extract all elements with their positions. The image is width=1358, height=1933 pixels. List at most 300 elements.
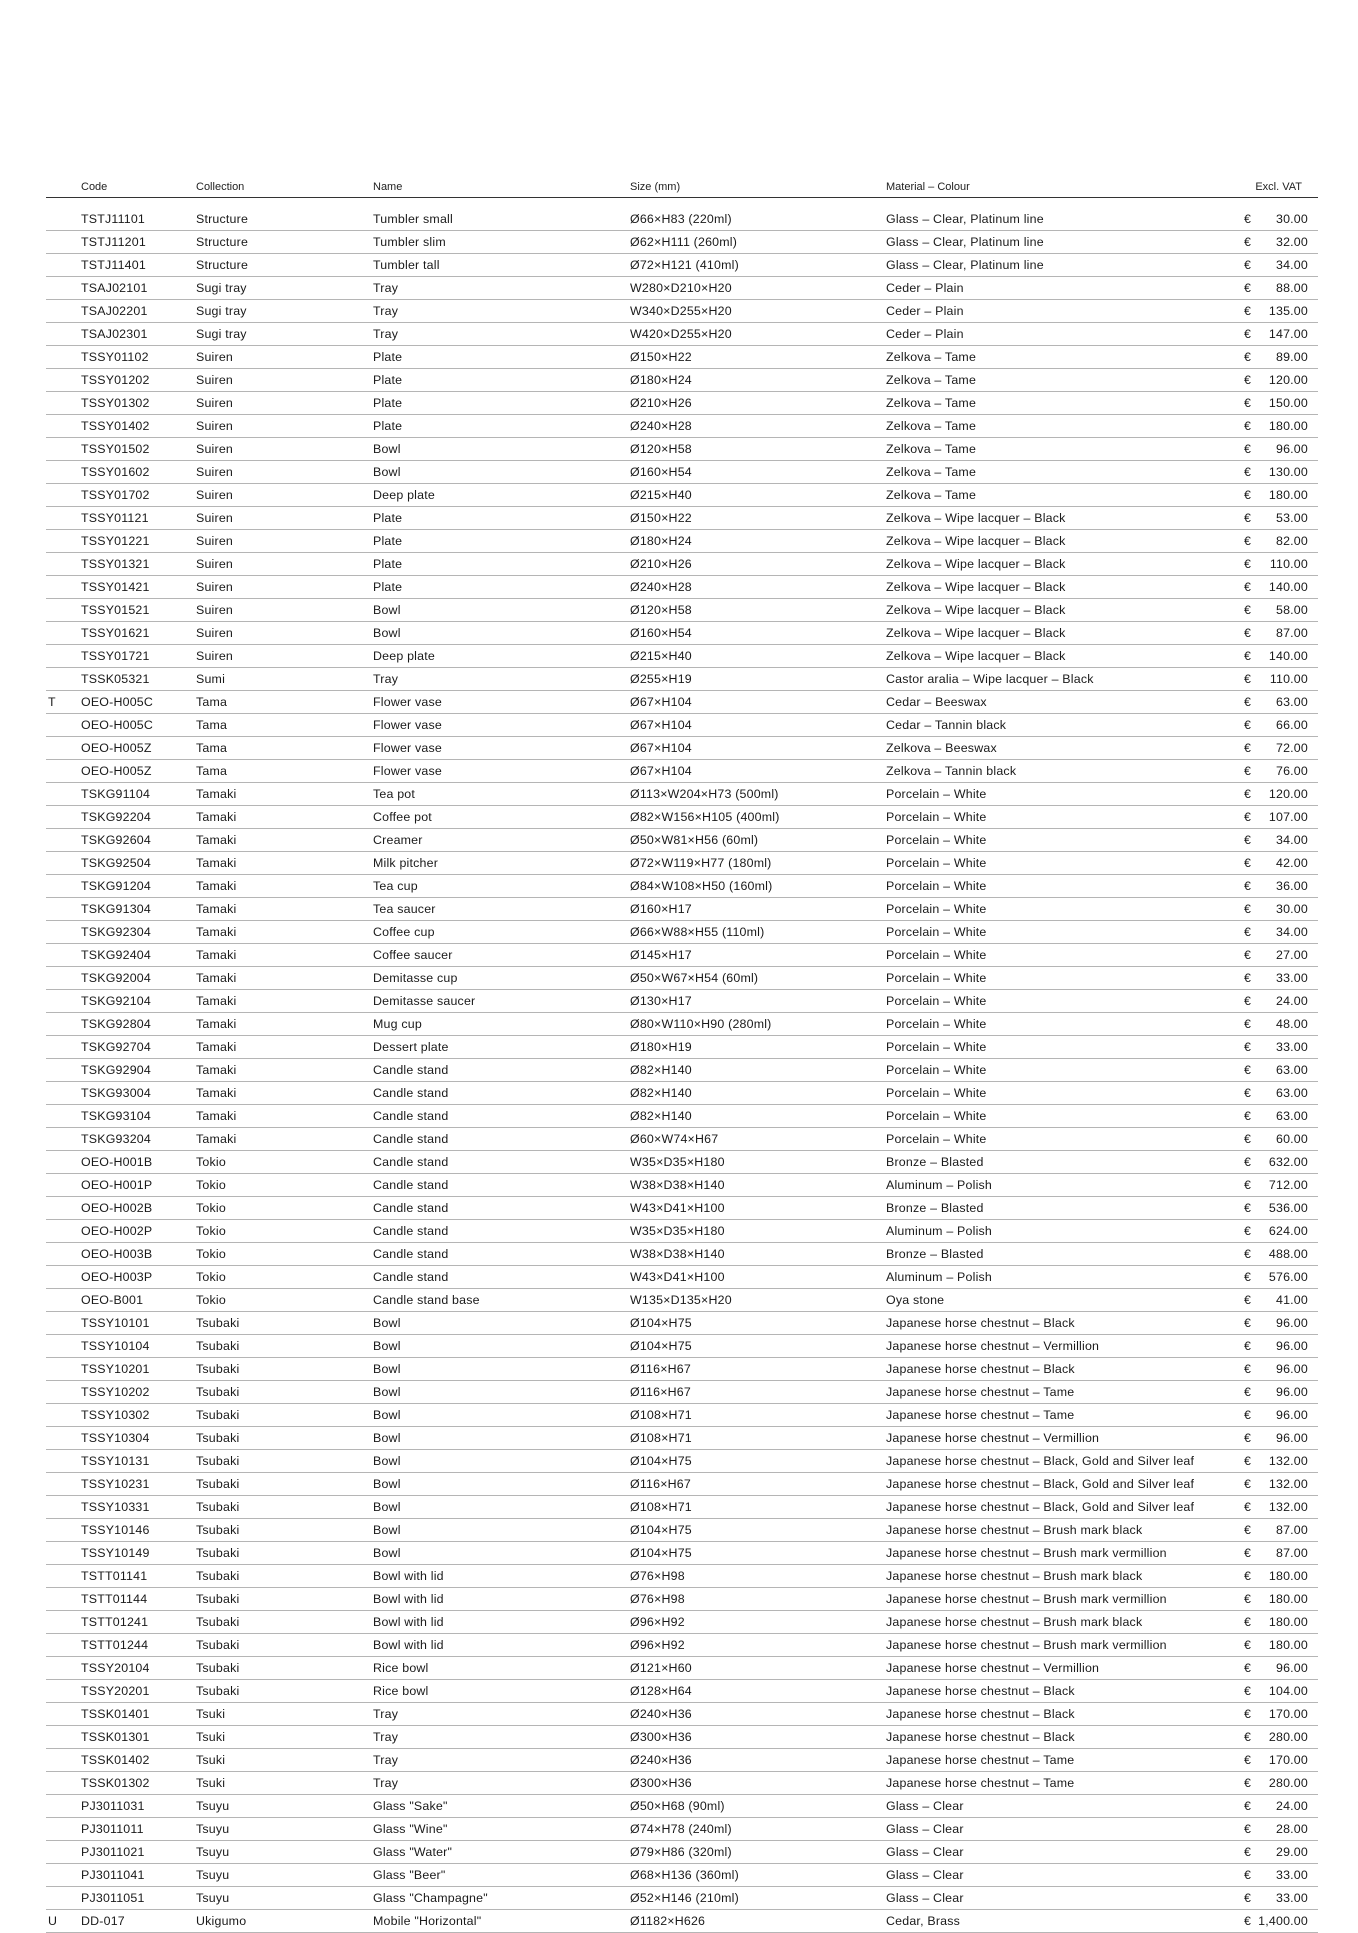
cell-material: Cedar – Beeswax [886, 695, 987, 709]
cell-price: 48.00 [1275, 1017, 1308, 1031]
cell-name: Bowl with lid [373, 1592, 444, 1606]
cell-name: Candle stand [373, 1178, 449, 1192]
cell-code: TSKG92304 [81, 925, 151, 939]
table-row [46, 1657, 1318, 1680]
cell-price: 27.00 [1275, 948, 1308, 962]
cell-collection: Tsuki [196, 1730, 226, 1744]
cell-price: 24.00 [1275, 1799, 1308, 1813]
table-row [46, 1611, 1318, 1634]
cell-price: 36.00 [1275, 879, 1308, 893]
cell-size: Ø67×H104 [630, 741, 692, 755]
cell-code: TSKG92704 [81, 1040, 151, 1054]
cell-currency: € [1244, 511, 1252, 525]
cell-code: TSTJ11101 [81, 212, 146, 226]
cell-price: 24.00 [1275, 994, 1308, 1008]
cell-currency: € [1244, 1017, 1252, 1031]
table-row [46, 852, 1318, 875]
cell-code: TSTT01244 [81, 1638, 149, 1652]
table-row [46, 369, 1318, 392]
cell-price: 28.00 [1275, 1822, 1308, 1836]
cell-code: TSSY01221 [81, 534, 150, 548]
table-row [46, 1151, 1318, 1174]
cell-currency: € [1244, 1201, 1252, 1215]
cell-material: Aluminum – Polish [886, 1178, 993, 1192]
table-row [46, 1220, 1318, 1243]
table-row [46, 1473, 1318, 1496]
cell-code: OEO-B001 [81, 1293, 144, 1307]
cell-size: Ø108×H71 [630, 1408, 692, 1422]
cell-currency: € [1244, 580, 1252, 594]
cell-collection: Tsuyu [196, 1799, 230, 1813]
cell-name: Bowl [373, 1431, 401, 1445]
cell-material: Zelkova – Tame [886, 396, 977, 410]
header-name: Name [373, 181, 403, 193]
cell-size: W420×D255×H20 [630, 327, 732, 341]
cell-code: TSKG93204 [81, 1132, 151, 1146]
cell-currency: € [1244, 672, 1252, 686]
cell-price: 58.00 [1275, 603, 1308, 617]
cell-currency: € [1244, 1500, 1252, 1514]
cell-currency: € [1244, 1362, 1252, 1376]
cell-code: TSSY01702 [81, 488, 150, 502]
table-row [46, 1082, 1318, 1105]
cell-code: TSSY01602 [81, 465, 150, 479]
cell-collection: Tokio [196, 1224, 226, 1238]
cell-currency: € [1244, 1753, 1252, 1767]
cell-price: 96.00 [1275, 1661, 1308, 1675]
cell-material: Porcelain – White [886, 994, 987, 1008]
cell-collection: Tsubaki [196, 1500, 240, 1514]
cell-code: TSKG93004 [81, 1086, 151, 1100]
cell-currency: € [1244, 1040, 1252, 1054]
cell-collection: Tokio [196, 1247, 226, 1261]
cell-code: TSKG92604 [81, 833, 151, 847]
cell-collection: Suiren [196, 534, 234, 548]
cell-collection: Suiren [196, 603, 234, 617]
cell-material: Porcelain – White [886, 879, 987, 893]
cell-material: Porcelain – White [886, 1109, 987, 1123]
table-row [46, 1243, 1318, 1266]
cell-collection: Sugi tray [196, 327, 247, 341]
cell-price: 140.00 [1268, 580, 1308, 594]
cell-code: TSAJ02101 [81, 281, 148, 295]
cell-currency: € [1244, 879, 1252, 893]
cell-material: Japanese horse chestnut – Brush mark vermillion [886, 1546, 1167, 1560]
cell-size: Ø79×H86 (320ml) [630, 1845, 732, 1859]
cell-collection: Tsubaki [196, 1546, 240, 1560]
cell-name: Flower vase [373, 718, 442, 732]
cell-material: Zelkova – Tame [886, 350, 977, 364]
cell-price: 63.00 [1275, 1086, 1308, 1100]
cell-collection: Suiren [196, 465, 234, 479]
cell-material: Porcelain – White [886, 925, 987, 939]
cell-name: Bowl [373, 1339, 401, 1353]
cell-material: Porcelain – White [886, 1040, 987, 1054]
cell-code: PJ3011021 [81, 1845, 145, 1859]
cell-material: Porcelain – White [886, 971, 987, 985]
cell-size: Ø96×H92 [630, 1615, 685, 1629]
cell-code: TSKG91304 [81, 902, 151, 916]
cell-currency: € [1244, 1776, 1252, 1790]
cell-price: 110.00 [1269, 672, 1308, 686]
cell-size: Ø180×H24 [630, 373, 692, 387]
cell-code: TSKG92404 [81, 948, 151, 962]
cell-code: TSAJ02201 [81, 304, 148, 318]
cell-size: Ø300×H36 [630, 1776, 692, 1790]
table-row [46, 507, 1318, 530]
table-row [46, 1266, 1318, 1289]
table-row [46, 1749, 1318, 1772]
cell-price: 180.00 [1268, 1638, 1308, 1652]
cell-name: Bowl with lid [373, 1615, 444, 1629]
cell-price: 576.00 [1268, 1270, 1308, 1284]
cell-material: Glass – Clear, Platinum line [886, 235, 1044, 249]
cell-code: TSSY01202 [81, 373, 150, 387]
cell-size: Ø160×H17 [630, 902, 692, 916]
cell-material: Japanese horse chestnut – Black, Gold and Silver leaf [886, 1454, 1195, 1468]
cell-code: TSSY10131 [81, 1454, 150, 1468]
cell-currency: € [1244, 557, 1252, 571]
cell-name: Tray [373, 304, 399, 318]
cell-currency: € [1244, 1247, 1252, 1261]
cell-collection: Structure [196, 258, 249, 272]
cell-price: 32.00 [1275, 235, 1308, 249]
cell-size: Ø240×H36 [630, 1753, 692, 1767]
table-row [46, 277, 1318, 300]
cell-price: 30.00 [1275, 902, 1308, 916]
cell-collection: Tamaki [196, 1086, 237, 1100]
cell-collection: Tokio [196, 1270, 226, 1284]
cell-price: 96.00 [1275, 1385, 1308, 1399]
cell-size: Ø116×H67 [630, 1477, 691, 1491]
cell-size: Ø68×H136 (360ml) [630, 1868, 739, 1882]
cell-currency: € [1244, 1431, 1252, 1445]
cell-code: TSSK01302 [81, 1776, 150, 1790]
table-row [46, 1864, 1318, 1887]
cell-currency: € [1244, 1224, 1252, 1238]
cell-currency: € [1244, 603, 1252, 617]
table-row [46, 1726, 1318, 1749]
cell-material: Japanese horse chestnut – Brush mark vermillion [886, 1592, 1167, 1606]
header-collection: Collection [196, 181, 245, 193]
cell-code: TSSY10101 [81, 1316, 150, 1330]
cell-collection: Tsuyu [196, 1845, 230, 1859]
table-row [46, 1680, 1318, 1703]
cell-collection: Tamaki [196, 1063, 237, 1077]
cell-name: Bowl [373, 1408, 401, 1422]
cell-currency: € [1244, 810, 1252, 824]
cell-price: 180.00 [1268, 1615, 1308, 1629]
cell-size: Ø52×H146 (210ml) [630, 1891, 739, 1905]
cell-size: Ø76×H98 [630, 1592, 685, 1606]
cell-collection: Tsubaki [196, 1477, 240, 1491]
cell-currency: € [1244, 1592, 1252, 1606]
cell-collection: Tamaki [196, 971, 237, 985]
cell-material: Japanese horse chestnut – Black, Gold and Silver leaf [886, 1477, 1195, 1491]
cell-price: 33.00 [1275, 1891, 1308, 1905]
cell-price: 280.00 [1268, 1730, 1308, 1744]
table-row [46, 760, 1318, 783]
cell-currency: € [1244, 1339, 1252, 1353]
table-row [46, 783, 1318, 806]
cell-code: TSSY01321 [81, 557, 150, 571]
cell-size: Ø116×H67 [630, 1385, 691, 1399]
cell-size: Ø108×H71 [630, 1500, 692, 1514]
cell-currency: € [1244, 258, 1252, 272]
table-row [46, 1887, 1318, 1910]
cell-currency: € [1244, 1477, 1252, 1491]
cell-collection: Tama [196, 695, 228, 709]
cell-size: Ø82×W156×H105 (400ml) [630, 810, 780, 824]
cell-name: Candle stand [373, 1155, 449, 1169]
cell-size: Ø240×H36 [630, 1707, 692, 1721]
cell-price: 280.00 [1268, 1776, 1308, 1790]
cell-currency: € [1244, 1546, 1252, 1560]
cell-collection: Tamaki [196, 948, 237, 962]
cell-collection: Tsuki [196, 1753, 226, 1767]
table-row [46, 461, 1318, 484]
cell-size: Ø82×H140 [630, 1109, 692, 1123]
cell-currency: € [1244, 1799, 1252, 1813]
cell-currency: € [1244, 1868, 1252, 1882]
cell-price: 33.00 [1275, 1040, 1308, 1054]
cell-material: Glass – Clear [886, 1868, 964, 1882]
cell-currency: € [1244, 695, 1252, 709]
table-row [46, 1519, 1318, 1542]
cell-name: Tumbler slim [373, 235, 446, 249]
cell-price: 712.00 [1268, 1178, 1308, 1192]
cell-collection: Tsubaki [196, 1684, 240, 1698]
cell-name: Tumbler small [373, 212, 453, 226]
cell-price: 107.00 [1268, 810, 1308, 824]
cell-price: 30.00 [1275, 212, 1308, 226]
cell-collection: Tamaki [196, 925, 237, 939]
cell-name: Tray [373, 327, 399, 341]
cell-collection: Tsubaki [196, 1431, 240, 1445]
cell-name: Candle stand [373, 1270, 449, 1284]
cell-size: Ø74×H78 (240ml) [630, 1822, 732, 1836]
cell-material: Japanese horse chestnut – Black, Gold and Silver leaf [886, 1500, 1195, 1514]
table-row [46, 599, 1318, 622]
cell-material: Ceder – Plain [886, 281, 964, 295]
cell-price: 34.00 [1275, 833, 1308, 847]
cell-collection: Tsubaki [196, 1454, 240, 1468]
cell-size: W43×D41×H100 [630, 1270, 725, 1284]
cell-name: Tea cup [373, 879, 418, 893]
table-row [46, 530, 1318, 553]
cell-collection: Ukigumo [196, 1914, 247, 1928]
cell-currency: € [1244, 1914, 1252, 1928]
cell-currency: € [1244, 948, 1252, 962]
cell-currency: € [1244, 1730, 1252, 1744]
table-row [46, 691, 1318, 714]
cell-price: 96.00 [1275, 1431, 1308, 1445]
cell-size: Ø210×H26 [630, 557, 692, 571]
table-row [46, 1565, 1318, 1588]
cell-currency: € [1244, 1891, 1252, 1905]
cell-code: TSSK01401 [81, 1707, 150, 1721]
table-row [46, 1174, 1318, 1197]
table-row [46, 898, 1318, 921]
cell-code: PJ3011041 [81, 1868, 145, 1882]
cell-material: Glass – Clear [886, 1891, 964, 1905]
cell-collection: Sugi tray [196, 281, 247, 295]
cell-collection: Tsuki [196, 1707, 226, 1721]
cell-collection: Suiren [196, 557, 234, 571]
cell-price: 87.00 [1275, 1546, 1308, 1560]
cell-price: 624.00 [1268, 1224, 1308, 1238]
cell-price: 41.00 [1275, 1293, 1308, 1307]
cell-code: DD-017 [81, 1914, 125, 1928]
cell-material: Cedar, Brass [886, 1914, 961, 1928]
cell-price: 132.00 [1268, 1477, 1308, 1491]
cell-name: Tray [373, 1707, 399, 1721]
cell-name: Tray [373, 672, 399, 686]
cell-code: TSKG92204 [81, 810, 151, 824]
cell-code: TSSY10231 [81, 1477, 150, 1491]
cell-code: TSSK05321 [81, 672, 150, 686]
cell-material: Porcelain – White [886, 787, 987, 801]
cell-collection: Tamaki [196, 1132, 237, 1146]
cell-material: Japanese horse chestnut – Black [886, 1316, 1075, 1330]
cell-material: Japanese horse chestnut – Vermillion [886, 1661, 1100, 1675]
cell-name: Plate [373, 511, 403, 525]
cell-code: TSSY01102 [81, 350, 149, 364]
cell-material: Japanese horse chestnut – Tame [886, 1385, 1075, 1399]
table-row [46, 323, 1318, 346]
table-row [46, 1105, 1318, 1128]
cell-currency: € [1244, 787, 1252, 801]
cell-size: Ø215×H40 [630, 488, 692, 502]
cell-size: W38×D38×H140 [630, 1247, 725, 1261]
cell-code: TSKG93104 [81, 1109, 151, 1123]
cell-name: Bowl [373, 1546, 401, 1560]
cell-code: TSSY01121 [81, 511, 149, 525]
cell-price: 60.00 [1275, 1132, 1308, 1146]
cell-name: Plate [373, 419, 403, 433]
cell-material: Glass – Clear, Platinum line [886, 258, 1044, 272]
cell-collection: Tokio [196, 1178, 226, 1192]
cell-collection: Tsuyu [196, 1868, 230, 1882]
cell-size: Ø210×H26 [630, 396, 692, 410]
cell-collection: Suiren [196, 626, 234, 640]
cell-size: Ø240×H28 [630, 580, 692, 594]
cell-size: Ø72×H121 (410ml) [630, 258, 739, 272]
cell-size: Ø104×H75 [630, 1339, 692, 1353]
table-row [46, 576, 1318, 599]
cell-collection: Tamaki [196, 833, 237, 847]
cell-price: 33.00 [1275, 1868, 1308, 1882]
cell-code: TSSY20201 [81, 1684, 150, 1698]
cell-size: Ø104×H75 [630, 1523, 692, 1537]
cell-currency: € [1244, 1661, 1252, 1675]
cell-material: Ceder – Plain [886, 327, 964, 341]
table-row [46, 1795, 1318, 1818]
cell-code: TSSY10146 [81, 1523, 150, 1537]
cell-name: Coffee pot [373, 810, 432, 824]
cell-size: W280×D210×H20 [630, 281, 732, 295]
cell-material: Bronze – Blasted [886, 1201, 984, 1215]
cell-collection: Tsubaki [196, 1408, 240, 1422]
cell-material: Zelkova – Wipe lacquer – Black [886, 511, 1066, 525]
cell-code: TSSY01421 [81, 580, 150, 594]
cell-price: 63.00 [1275, 1109, 1308, 1123]
cell-size: Ø108×H71 [630, 1431, 692, 1445]
cell-size: W38×D38×H140 [630, 1178, 725, 1192]
cell-collection: Tsuyu [196, 1891, 230, 1905]
table-row [46, 1404, 1318, 1427]
cell-currency: € [1244, 534, 1252, 548]
cell-price: 34.00 [1275, 925, 1308, 939]
cell-price: 130.00 [1268, 465, 1308, 479]
cell-name: Tea pot [373, 787, 416, 801]
cell-code: TSSY20104 [81, 1661, 150, 1675]
table-row [46, 1450, 1318, 1473]
cell-size: W35×D35×H180 [630, 1155, 725, 1169]
cell-material: Zelkova – Tame [886, 373, 977, 387]
cell-name: Mug cup [373, 1017, 422, 1031]
cell-name: Tray [373, 1776, 399, 1790]
cell-size: W135×D135×H20 [630, 1293, 732, 1307]
cell-price: 120.00 [1268, 373, 1308, 387]
cell-material: Castor aralia – Wipe lacquer – Black [886, 672, 1094, 686]
cell-collection: Suiren [196, 511, 234, 525]
cell-size: W43×D41×H100 [630, 1201, 725, 1215]
cell-name: Glass "Water" [373, 1845, 453, 1859]
cell-currency: € [1244, 419, 1252, 433]
cell-size: Ø82×H140 [630, 1086, 692, 1100]
cell-material: Glass – Clear [886, 1845, 964, 1859]
cell-size: Ø72×W119×H77 (180ml) [630, 856, 772, 870]
cell-material: Japanese horse chestnut – Black [886, 1362, 1075, 1376]
cell-material: Zelkova – Wipe lacquer – Black [886, 649, 1066, 663]
table-row [46, 622, 1318, 645]
cell-collection: Tsubaki [196, 1661, 240, 1675]
cell-size: Ø145×H17 [630, 948, 692, 962]
cell-size: Ø160×H54 [630, 465, 692, 479]
cell-size: Ø66×H83 (220ml) [630, 212, 732, 226]
cell-name: Plate [373, 534, 403, 548]
cell-currency: € [1244, 1155, 1252, 1169]
cell-price: 170.00 [1268, 1753, 1308, 1767]
table-row [46, 553, 1318, 576]
cell-size: Ø160×H54 [630, 626, 692, 640]
cell-material: Zelkova – Wipe lacquer – Black [886, 580, 1066, 594]
cell-code: TSKG92904 [81, 1063, 151, 1077]
cell-name: Bowl with lid [373, 1569, 444, 1583]
cell-code: PJ3011051 [81, 1891, 145, 1905]
cell-price: 29.00 [1275, 1845, 1308, 1859]
cell-collection: Tamaki [196, 810, 237, 824]
cell-material: Aluminum – Polish [886, 1270, 993, 1284]
cell-name: Bowl [373, 442, 401, 456]
cell-collection: Tama [196, 764, 228, 778]
cell-collection: Suiren [196, 373, 234, 387]
cell-currency: € [1244, 327, 1252, 341]
cell-currency: € [1244, 442, 1252, 456]
cell-currency: € [1244, 1822, 1252, 1836]
table-row [46, 714, 1318, 737]
cell-material: Japanese horse chestnut – Tame [886, 1408, 1075, 1422]
cell-code: TSSY10149 [81, 1546, 150, 1560]
cell-currency: € [1244, 741, 1252, 755]
header-material: Material – Colour [886, 181, 970, 193]
cell-code: TSSY01721 [81, 649, 150, 663]
cell-collection: Tokio [196, 1155, 226, 1169]
cell-code: OEO-H005C [81, 718, 154, 732]
cell-price: 33.00 [1275, 971, 1308, 985]
cell-name: Plate [373, 396, 403, 410]
